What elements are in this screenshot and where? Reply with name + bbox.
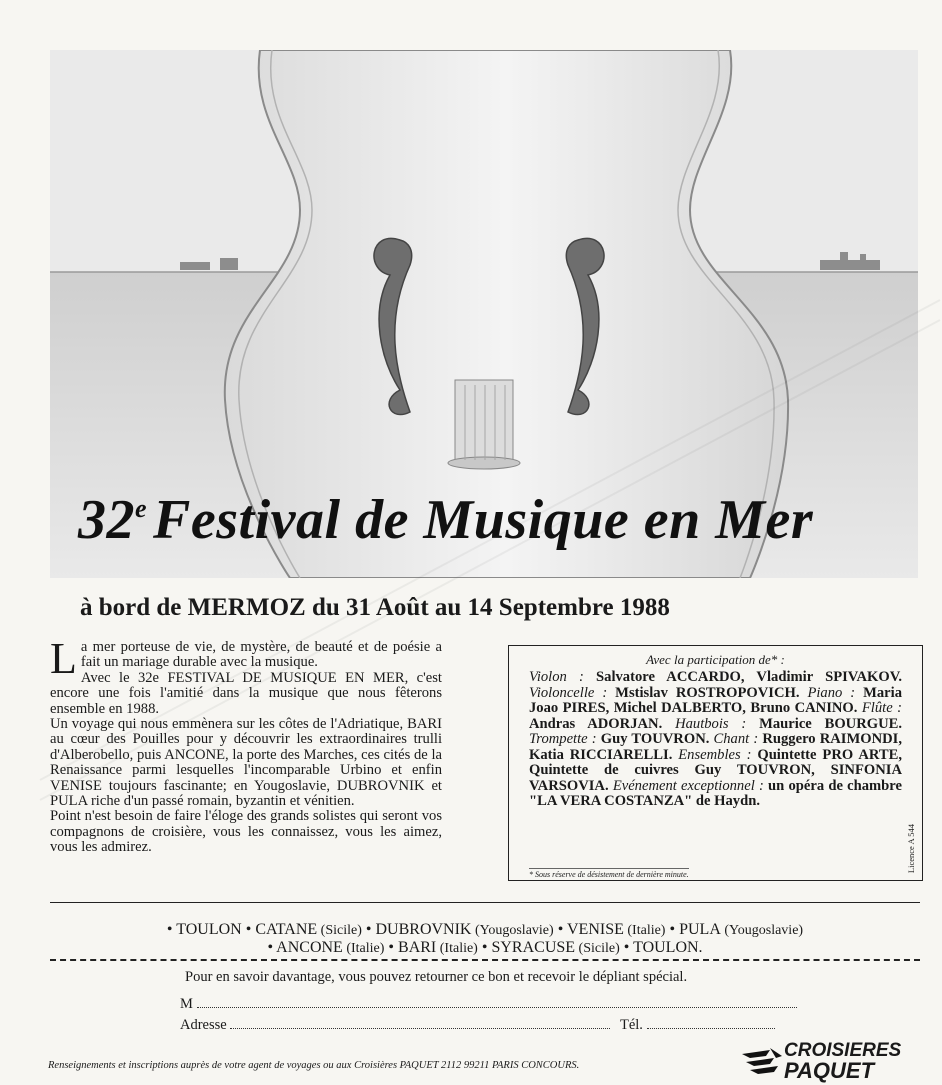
evenement-label: Evénement exceptionnel : — [612, 777, 764, 794]
route-country: (Yougoslavie) — [720, 923, 804, 938]
route-stop: • TOULON — [166, 921, 242, 938]
route-stop: • TOULON. — [619, 939, 703, 956]
route-country: (Italie) — [436, 941, 478, 956]
coupon-intro: Pour en savoir davantage, vous pouvez retourner ce bon et recevoir le dépliant spécial. — [185, 969, 688, 985]
hautbois-label: Hautbois : — [675, 715, 747, 732]
intro-paragraph-1: a mer porteuse de vie, de mystère, de beauté et de poésie a fait un mariage durable avec la musique. — [80, 639, 442, 671]
logo-line-2: PAQUET — [784, 1058, 875, 1083]
route-city: DUBROVNIK — [375, 921, 472, 938]
phone-label: Tél. — [619, 1017, 643, 1033]
route-city: ANCONE — [276, 939, 343, 956]
violon-artists: Salvatore ACCARDO, Vladimir SPIVAKOV. — [596, 669, 902, 685]
intro-text — [50, 634, 442, 856]
route-stop: • PULA (Yougoslavie) — [665, 921, 804, 938]
route-city: TOULON — [176, 921, 242, 938]
route-city: CATANE — [255, 921, 318, 938]
evenement-text: un opéra de chambre "LA VERA COSTANZA" de Haydn. — [529, 777, 902, 809]
route-stop: • SYRACUSE (Sicile) — [477, 939, 620, 956]
cut-line — [50, 959, 920, 961]
name-row — [180, 995, 797, 1013]
intro-paragraph-4: Point n'est besoin de faire l'éloge des grands solistes qui seront vos compagnons de croisière, vous les connaissez, vous les aimez, vous les admirez. — [50, 808, 442, 856]
festival-number: 32 — [78, 489, 135, 551]
route-country: (Sicile) — [317, 923, 362, 938]
ensembles-artists: Quintette PRO ARTE, Quintette de cuivres Guy TOUVRON, SINFONIA VARSOVIA. — [529, 746, 902, 794]
route-city: VENISE — [567, 921, 624, 938]
intro-paragraph-2: Avec le 32e FESTIVAL DE MUSIQUE EN MER, c'est encore une fois l'amitié dans la musique que nous fêterons ensemble en 1988. — [50, 669, 442, 717]
divider-top — [50, 902, 920, 903]
violon-label: Violon : — [529, 669, 584, 685]
participation-list — [529, 670, 902, 810]
name-field[interactable] — [197, 995, 797, 1008]
reservation-note: * Sous réserve de désistement de dernière minute. — [529, 870, 689, 879]
route-line-1 — [50, 921, 920, 940]
trompette-artists: Guy TOUVRON. — [600, 731, 710, 747]
route-city: TOULON. — [633, 939, 703, 956]
route-city: BARI — [398, 939, 437, 956]
chant-artists: Ruggero RAIMONDI, Katia RICCIARELLI. — [529, 731, 902, 763]
route-country: (Sicile) — [575, 941, 620, 956]
cruise-dates-subtitle: à bord de MERMOZ du 31 Août au 14 Septembre 1988 — [80, 594, 670, 621]
festival-title — [78, 488, 813, 552]
flute-label: Flûte : — [861, 700, 903, 716]
route-line-2 — [50, 939, 920, 958]
chant-label: Chant : — [713, 731, 759, 747]
festival-superscript: e — [135, 494, 148, 523]
piano-artists: Maria Joao PIRES, Michel DALBERTO, Bruno CANINO. — [529, 684, 903, 716]
festival-name: Festival de Musique en Mer — [153, 489, 814, 551]
paquet-emblem-icon — [740, 1046, 784, 1082]
route-country: (Italie) — [623, 923, 666, 938]
route-stop: • DUBROVNIK (Yougoslavie) — [361, 921, 554, 938]
logo-line-1: CROISIERES — [784, 1040, 902, 1061]
trompette-label: Trompette : — [529, 731, 597, 747]
participation-box — [508, 645, 923, 881]
intro-paragraph-3: Un voyage qui nous emmènera sur les côtes de l'Adriatique, BARI au cœur des Pouilles pour y découvrir les extraordinaires trulli d'Alberobello, puis ANCONE, la porte des Marches, ces cités de la Renaissance parmi lesquelles l'incomparable Urbino et enfin VENISE toujours fascinante; en Yougoslavie, DUBROVNIK et PULA riche d'un passé romain, byzantin et vénitien. — [50, 716, 442, 810]
violoncelle-artists: Mstislav ROSTROPOVICH. — [615, 684, 800, 701]
route-stop: • ANCONE (Italie) — [267, 939, 385, 956]
footer-info: Renseignements et inscriptions auprès de votre agent de voyages ou aux Croisières PAQUET 2112 99211 PARIS CONCOURS. — [48, 1060, 580, 1071]
route-country: (Italie) — [342, 941, 385, 956]
route-city: PULA — [679, 921, 721, 938]
croisieres-paquet-logo — [740, 1042, 924, 1085]
route-stop: • BARI (Italie) — [384, 939, 478, 956]
ensembles-label: Ensembles : — [678, 746, 752, 763]
violoncelle-label: Violoncelle : — [529, 684, 608, 701]
participation-heading: Avec la participation de* : — [646, 652, 785, 667]
hautbois-artists: Maurice BOURGUE. — [759, 715, 903, 732]
route-stop: • VENISE (Italie) — [553, 921, 666, 938]
licence-number: Licence A 544 — [906, 824, 916, 874]
drop-cap: L — [50, 634, 77, 683]
piano-label: Piano : — [807, 684, 856, 701]
name-label: M — [180, 996, 193, 1012]
address-field[interactable] — [230, 1016, 610, 1029]
flute-artists: Andras ADORJAN. — [529, 715, 663, 732]
address-label: Adresse — [180, 1017, 227, 1033]
route-country: (Yougoslavie) — [471, 923, 554, 938]
route-city: SYRACUSE — [491, 939, 576, 956]
phone-field[interactable] — [647, 1016, 775, 1029]
address-row — [180, 1016, 775, 1034]
route-stop: • CATANE (Sicile) — [241, 921, 362, 938]
